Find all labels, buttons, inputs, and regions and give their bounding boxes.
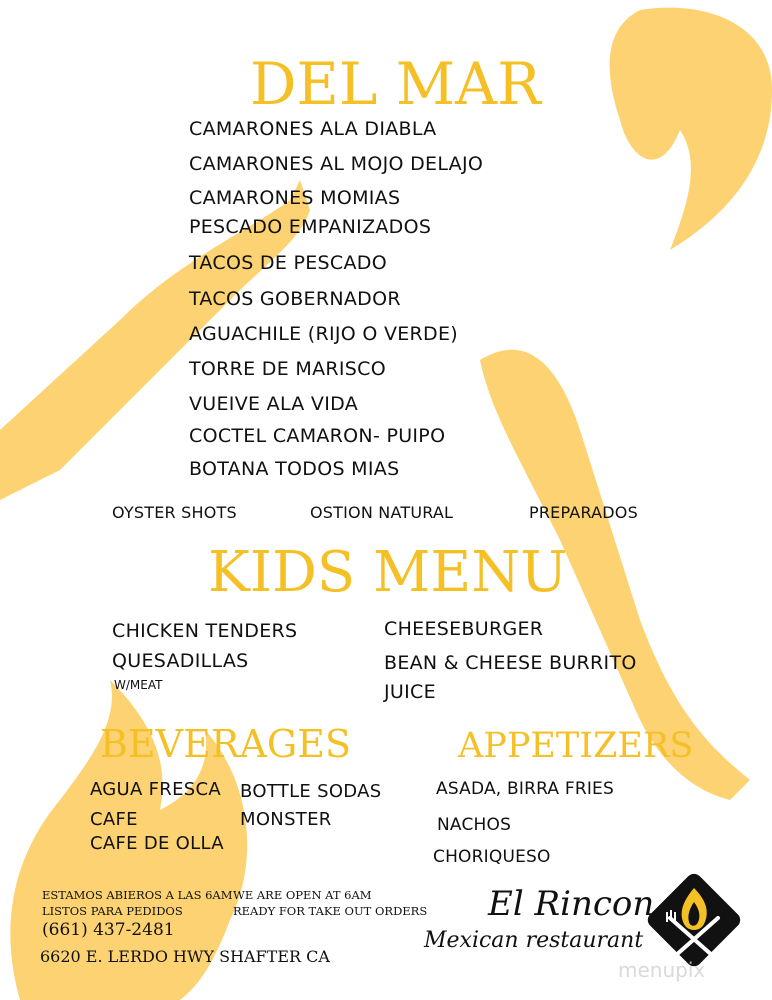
menu-item: CHORIQUESO xyxy=(433,847,551,867)
menu-item: TORRE DE MARISCO xyxy=(189,358,386,380)
flame-shape-top-right xyxy=(610,8,772,250)
menu-item: CAFE DE OLLA xyxy=(90,833,224,854)
menu-item: CAFE xyxy=(90,809,138,830)
menu-item: AGUA FRESCA xyxy=(90,779,221,800)
menu-item: VUEIVE ALA VIDA xyxy=(189,393,359,415)
menu-item: BOTANA TODOS MIAS xyxy=(189,458,400,480)
address: 6620 E. LERDO HWY SHAFTER CA xyxy=(40,947,330,966)
brand-tagline: Mexican restaurant xyxy=(424,928,644,953)
menu-item: MONSTER xyxy=(240,809,332,830)
phone-number: (661) 437-2481 xyxy=(42,920,175,940)
section-heading-beverages: BEVERAGES xyxy=(100,722,352,766)
menu-item: CAMARONES ALA DIABLA xyxy=(189,118,437,140)
oyster-item: PREPARADOS xyxy=(529,503,638,522)
hours-spanish-line-1: ESTAMOS ABIEROS A LAS 6AM xyxy=(42,888,233,902)
menu-item: QUESADILLAS xyxy=(112,650,249,672)
brand-name: El Rincon xyxy=(488,884,655,924)
section-heading-appetizers: APPETIZERS xyxy=(458,726,694,766)
hours-english-line-1: WE ARE OPEN AT 6AM xyxy=(233,888,372,902)
menu-item: TACOS GOBERNADOR xyxy=(189,288,401,310)
watermark: menupix xyxy=(618,958,706,982)
oyster-item: OYSTER SHOTS xyxy=(112,503,237,522)
hours-english-line-2: READY FOR TAKE OUT ORDERS xyxy=(233,904,428,918)
menu-item: AGUACHILE (RIJO O VERDE) xyxy=(189,323,459,345)
menu-item: COCTEL CAMARON- PUIPO xyxy=(189,425,446,447)
menu-item: JUICE xyxy=(384,681,436,703)
menu-item: CAMARONES MOMIAS xyxy=(189,187,401,209)
menu-item: BEAN & CHEESE BURRITO xyxy=(384,652,637,674)
menu-item: TACOS DE PESCADO xyxy=(189,252,387,274)
menu-item: NACHOS xyxy=(437,815,512,835)
menu-item: CAMARONES AL MOJO DELAJO xyxy=(189,153,484,175)
hours-spanish-line-2: LISTOS PARA PEDIDOS xyxy=(42,904,183,918)
oyster-item: OSTION NATURAL xyxy=(310,503,454,522)
section-heading-del-mar: DEL MAR xyxy=(250,50,541,118)
menu-item: CHEESEBURGER xyxy=(384,618,544,640)
menu-item: BOTTLE SODAS xyxy=(240,781,382,802)
section-heading-kids-menu: KIDS MENU xyxy=(208,540,568,605)
menu-item: PESCADO EMPANIZADOS xyxy=(189,216,432,238)
menu-item-note: W/MEAT xyxy=(114,678,163,692)
menu-item: CHICKEN TENDERS xyxy=(112,620,298,642)
menu-item: ASADA, BIRRA FRIES xyxy=(436,779,614,799)
